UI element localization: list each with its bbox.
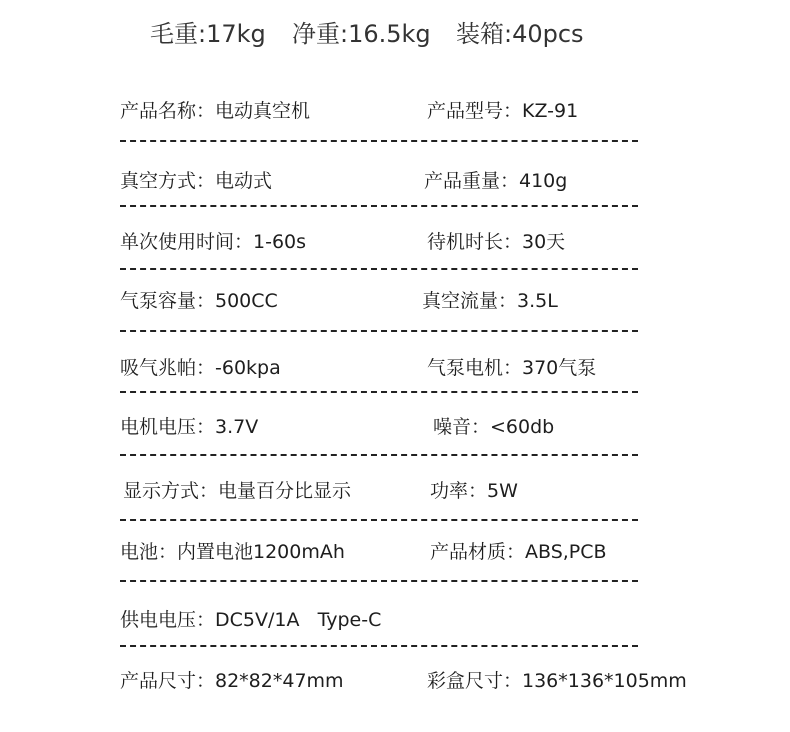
row-divider — [120, 268, 638, 270]
spec-right: 彩盒尺寸：136*136*105mm — [427, 670, 687, 692]
spec-row-9 — [0, 605, 790, 635]
spec-right: 产品型号：KZ-91 — [427, 100, 579, 122]
row-divider — [120, 645, 638, 647]
spec-row-3 — [0, 227, 790, 257]
row-divider — [120, 140, 638, 142]
spec-left: 产品名称：电动真空机 — [120, 100, 311, 122]
spec-right: 真空流量：3.5L — [422, 290, 558, 312]
carton-quantity: 装箱:40pcs — [456, 20, 584, 48]
row-divider — [120, 330, 638, 332]
row-divider — [120, 519, 638, 521]
net-weight: 净重:16.5kg — [292, 20, 431, 48]
spec-right: 噪音：<60db — [433, 416, 555, 438]
spec-row-1 — [0, 96, 790, 126]
row-divider — [120, 580, 638, 582]
spec-left: 气泵容量：500CC — [120, 290, 278, 312]
spec-right: 产品材质：ABS,PCB — [430, 541, 607, 563]
spec-row-6 — [0, 412, 790, 442]
spec-left: 吸气兆帕：-60kpa — [120, 357, 281, 379]
spec-left: 真空方式：电动式 — [120, 170, 273, 192]
spec-left: 产品尺寸：82*82*47mm — [120, 670, 344, 692]
spec-left: 显示方式：电量百分比显示 — [123, 480, 352, 502]
spec-row-7 — [0, 476, 790, 506]
spec-left: 电机电压：3.7V — [120, 416, 259, 438]
spec-row-5 — [0, 353, 790, 383]
gross-weight: 毛重:17kg — [150, 20, 266, 48]
spec-row-2 — [0, 166, 790, 196]
spec-left: 电池：内置电池1200mAh — [120, 541, 345, 563]
spec-row-4 — [0, 286, 790, 316]
spec-right: 气泵电机：370气泵 — [427, 357, 597, 379]
row-divider — [120, 205, 638, 207]
spec-row-8 — [0, 537, 790, 567]
spec-left: 单次使用时间：1-60s — [120, 231, 307, 253]
spec-left: 供电电压：DC5V/1A Type-C — [120, 609, 382, 631]
spec-row-10 — [0, 666, 790, 696]
row-divider — [120, 391, 638, 393]
spec-right: 功率：5W — [430, 480, 518, 502]
spec-right: 待机时长：30天 — [427, 231, 566, 253]
row-divider — [120, 454, 638, 456]
spec-right: 产品重量：410g — [424, 170, 568, 192]
